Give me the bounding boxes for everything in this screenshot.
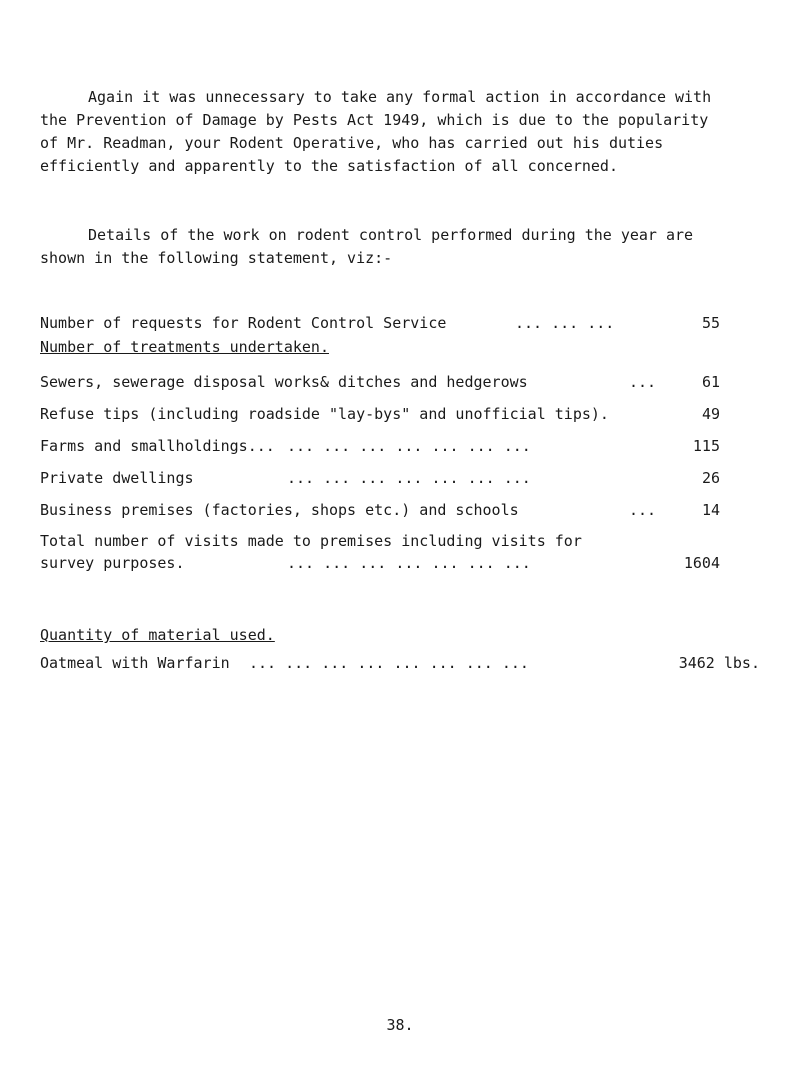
details-paragraph-text: Details of the work on rodent control performed during the year are shown in the following statement, viz:- — [40, 226, 694, 267]
treatment-value: 49 — [701, 405, 720, 423]
material-dots: ... ... ... ... ... ... ... ... — [249, 654, 529, 672]
intro-paragraph-text: Again it was unnecessary to take any formal action in accordance with the Prevention of Damage by Pests Act 1949, which is due to the popularity of Mr. Readman, your Rodent Operative, who has carried out his duties efficiently and apparently to the satisfaction of all concerned. — [40, 88, 712, 175]
visits-row — [40, 552, 720, 574]
treatment-row-refuse-tips — [40, 403, 720, 425]
visits-dots: ... ... ... ... ... ... ... — [287, 554, 531, 572]
page-number: 38. — [386, 1016, 414, 1034]
treatment-dots: ... — [629, 501, 657, 519]
treatment-label: Refuse tips (including roadside "lay-bys" and unofficial tips). — [40, 405, 609, 423]
visits-label-line2: survey purposes. — [40, 554, 185, 572]
treatment-label: Business premises (factories, shops etc.) and schools — [40, 501, 519, 519]
visits-value: 1604 — [683, 554, 720, 572]
treatment-row-farms — [40, 435, 720, 457]
treatment-label: Private dwellings — [40, 469, 194, 487]
requests-row — [40, 312, 720, 334]
material-label: Oatmeal with Warfarin — [40, 654, 230, 672]
material-heading: Quantity of material used. — [40, 626, 275, 644]
treatment-row-business-premises — [40, 499, 720, 521]
treatment-value: 26 — [701, 469, 720, 487]
treatment-dots: ... ... ... ... ... ... ... — [287, 469, 531, 487]
treatment-label: Farms and smallholdings... — [40, 437, 275, 455]
material-row — [40, 652, 760, 674]
treatment-row-private-dwellings — [40, 467, 720, 489]
treatment-value: 61 — [701, 373, 720, 391]
treatment-dots: ... — [629, 373, 657, 391]
treatment-dots: ... ... ... ... ... ... ... — [287, 437, 531, 455]
material-value: 3462 lbs. — [678, 654, 760, 672]
intro-paragraph — [40, 86, 730, 178]
details-paragraph — [40, 224, 730, 270]
visits-entry — [40, 530, 720, 574]
treatment-value: 14 — [701, 501, 720, 519]
requests-label: Number of requests for Rodent Control Service — [40, 314, 447, 332]
treatments-heading: Number of treatments undertaken. — [40, 338, 329, 356]
requests-dots: ... ... ... — [515, 314, 615, 332]
treatment-row-sewers — [40, 371, 720, 393]
requests-value: 55 — [701, 314, 720, 332]
treatment-value: 115 — [692, 437, 720, 455]
visits-label-line1: Total number of visits made to premises including visits for — [40, 532, 582, 550]
treatment-label: Sewers, sewerage disposal works& ditches and hedgerows — [40, 373, 528, 391]
